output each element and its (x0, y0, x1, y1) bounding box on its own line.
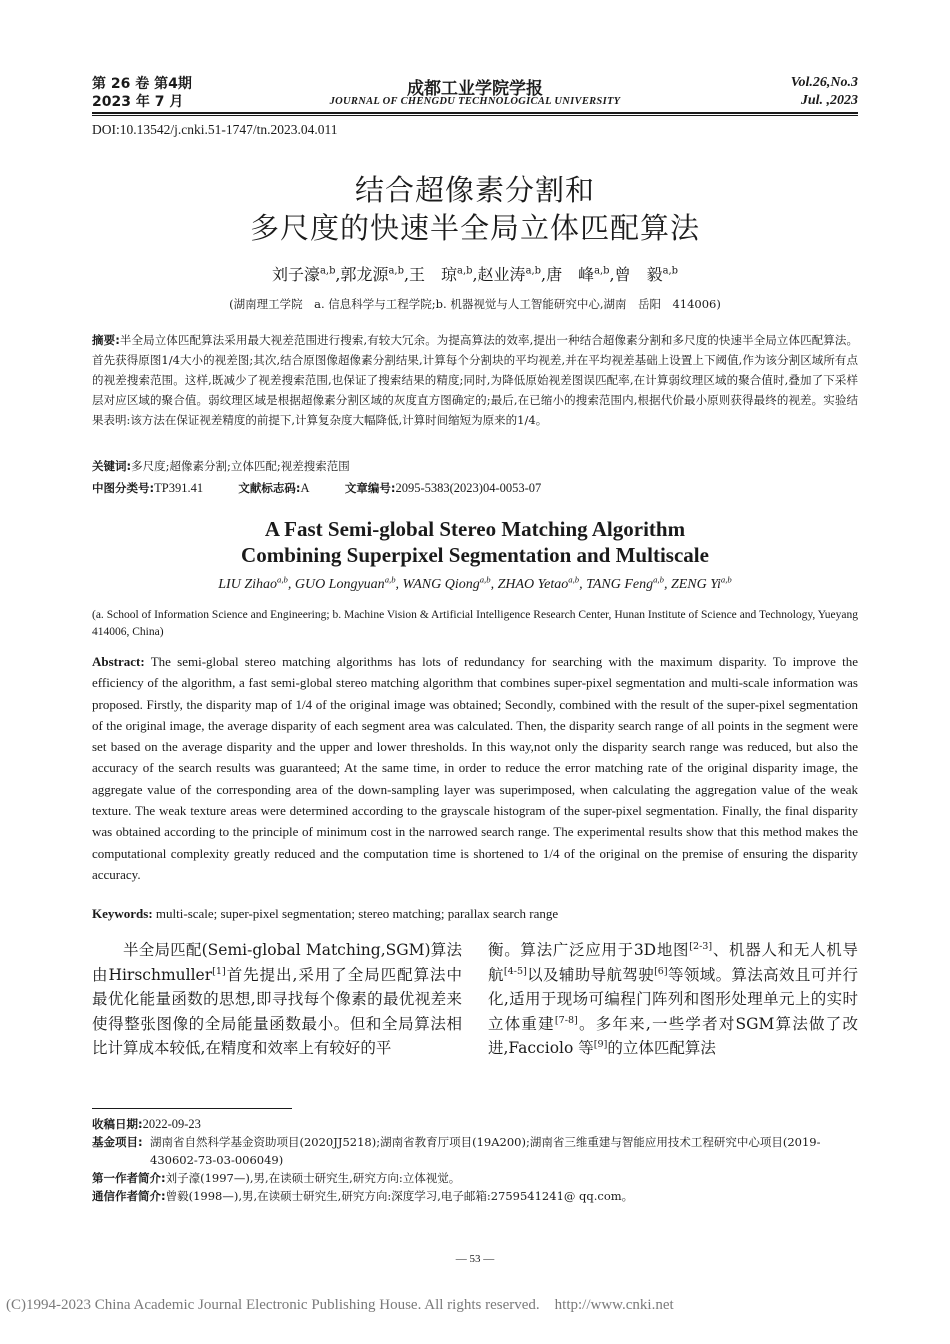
citation[interactable]: [1] (212, 965, 226, 977)
copyright-footer: (C)1994-2023 China Academic Journal Electronic Publishing House. All rights reserved. http://www.cnki.net (6, 1297, 674, 1313)
keywords-cn-label: 关键词: (92, 459, 132, 473)
author-cn: 曾 毅$^{a,b}$ (614, 265, 678, 284)
author-en: ZHAO Yetao$^{a,b}$, (497, 574, 587, 592)
article-no-value: 2095-5383(2023)04-0053-07 (395, 481, 542, 495)
authors-cn (0, 262, 950, 285)
author-cn: 赵业涛$^{a,b}$, (477, 265, 547, 284)
author-en: LIU Zihao$^{a,b}$, (218, 574, 295, 592)
keywords-cn (92, 456, 858, 476)
author-en: TANG Feng$^{a,b}$, (586, 574, 671, 592)
body-left-column: 半全局匹配(Semi-global Matching,SGM)算法由Hirschmuller[1]首先提出,采用了全局匹配算法中最优化能量函数的思想,即寻找每个像素的最优视差来使得整张图像的全局能量函数最小。但和全局算法相比计算成本较低,在精度和效率上有较好的平 (92, 941, 462, 1057)
affiliation-cn: (湖南理工学院 a. 信息科学与工程学院;b. 机器视觉与人工智能研究中心,湖南 岳阳 414006) (229, 297, 721, 311)
header-volume-cn: 第 26 卷 第4期 (92, 76, 192, 92)
classification-line (92, 478, 858, 498)
page-number: — 53 — (455, 1253, 495, 1265)
doc-code-label: 文献标志码: (238, 481, 301, 495)
header-rule-thin (92, 115, 858, 116)
header-rule (92, 112, 858, 114)
citation[interactable]: [9] (593, 1038, 608, 1050)
footnote-fund: 基金项目: 湖南省自然科学基金资助项目(2020JJ5218);湖南省教育厅项目(19A200);湖南省三维重建与智能应用技术工程研究中心项目(2019-430602-73-03-006049) (92, 1135, 821, 1167)
keywords-en-text: multi-scale; super-pixel segmentation; stereo matching; parallax search range (155, 906, 559, 921)
keywords-cn-text: 多尺度;超像素分割;立体匹配;视差搜索范围 (131, 459, 350, 473)
affiliation-en: (a. School of Information Science and Engineering; b. Machine Vision & Artificial Intelligence Research Center, Hunan Institute of Science and Technology, Yueyang 414006, China) (92, 609, 858, 638)
journal-title-cn: 成都工业学院学报 (407, 79, 543, 99)
article-no-label: 文章编号: (344, 481, 396, 495)
abstract-en-label: Abstract: (92, 654, 145, 669)
author-en: WANG Qiong$^{a,b}$, (402, 574, 498, 592)
keywords-en (92, 903, 858, 924)
author-cn: 王 琼$^{a,b}$, (409, 265, 478, 284)
clc-label: 中图分类号: (92, 481, 155, 495)
title-cn-line2: 多尺度的快速半全局立体匹配算法 (249, 211, 700, 245)
body-right-column: 衡。算法广泛应用于3D地图[2-3]、机器人和无人机导航[4-5]以及辅助导航驾驶[6]等领域。算法高效且可并行化,适用于现场可编程门阵列和图形处理单元上的实时立体重建[7-8]。多年来,一些学者对SGM算法做了改进,Facciolo 等[9]的立体匹配算法 (488, 940, 858, 1057)
footnote-rule (92, 1108, 292, 1109)
author-en: ZENG Yi$^{a,b}$ (670, 574, 732, 592)
keywords-en-label: Keywords: (92, 906, 153, 921)
authors-en (0, 574, 950, 593)
abstract-cn-text: 半全局立体匹配算法采用最大视差范围进行搜索,有较大冗余。为提高算法的效率,提出一种结合超像素分割和多尺度的快速半全局立体匹配算法。首先获得原图1/4大小的视差图;其次,结合原图像超像素分割结果,计算每个分割块的平均视差,并在平均视差基础上设置上下阈值,作为该分割区域所有点的视差搜索范围。这样,既减少了视差搜索范围,也保证了搜索结果的精度;同时,为降低原始视差图误匹配率,在计算弱纹理区域的聚合值时,叠加了下采样层对应区域的聚合值。弱纹理区域是根据超像素分割区域的灰度直方图确定的;最后,在已缩小的搜索范围内,根据代价最小原则获得最终的视差。实验结果表明:该方法在保证视差精度的前提下,计算复杂度大幅降低,计算时间缩短为原来的1/4。 (92, 333, 858, 427)
citation[interactable]: [7-8] (554, 1014, 578, 1026)
citation[interactable]: [4-5] (503, 965, 527, 977)
journal-title-en: JOURNAL OF CHENGDU TECHNOLOGICAL UNIVERSITY (329, 96, 621, 107)
title-en-line2: Combining Superpixel Segmentation and Multiscale (241, 543, 709, 567)
footnote-first-author: 第一作者简介:刘子濠(1997—),男,在读硕士研究生,研究方向:立体视觉。 (92, 1171, 461, 1185)
abstract-cn-label: 摘要: (92, 333, 120, 347)
doi: DOI:10.13542/j.cnki.51-1747/tn.2023.04.011 (92, 122, 338, 137)
citation[interactable]: [2-3] (689, 940, 713, 952)
abstract-en-text: The semi-global stereo matching algorithms has lots of redundancy for searching with the maximum disparity. To improve the efficiency of the algorithm, a fast semi-global stereo matching algorithm that combines super-pixel segmentation and multi-scale information was proposed. Firstly, the disparity map of 1/4 of the original image was obtained; Secondly, combined with the result of the super-pixel segmentation of the original image, the average disparity of each segment area was calculated. Then, the disparity search range of all points in the segment were set based on the average disparity and the upper and lower thresholds. In this way,not only the disparity search range was reduced, but also the accuracy of the search results was guaranteed; At the same time, in order to reduce the error matching rate of the original disparity image, the aggregate value of the corresponding area of the down-sampling layer was superimposed, when calculating the aggregation value of the weak texture. The weak texture areas were determined according to the grayscale histogram of the super-pixel segmentation. Finally, the final disparity was obtained according to the principle of minimum cost in the narrowed search range. The experimental results show that this method makes the computational complexity greatly reduced and the computation time is shortened to 1/4 of the original on the premise of ensuring the disparity accuracy. (92, 654, 859, 882)
abstract-cn (92, 330, 858, 430)
title-cn-line1: 结合超像素分割和 (354, 173, 595, 207)
doc-code-value: A (300, 481, 310, 495)
abstract-en (92, 651, 858, 885)
author-cn: 郭龙源$^{a,b}$, (340, 265, 410, 284)
footnote-received: 收稿日期:2022-09-23 (92, 1117, 201, 1131)
author-cn: 唐 峰$^{a,b}$, (546, 265, 615, 284)
header-date-en: Jul. ,2023 (800, 93, 858, 108)
clc-value: TP391.41 (154, 481, 204, 495)
author-cn: 刘子濠$^{a,b}$, (272, 265, 341, 284)
author-en: GUO Longyuan$^{a,b}$, (294, 574, 403, 592)
footnote-corresponding-author: 通信作者简介:曾毅(1998—),男,在读硕士研究生,研究方向:深度学习,电子邮箱:2759541241@ qq.com。 (92, 1189, 634, 1203)
header-volume-en: Vol.26,No.3 (790, 75, 858, 90)
citation[interactable]: [6] (654, 965, 668, 977)
header-date-cn: 2023 年 7 月 (92, 94, 184, 110)
title-en-line1: A Fast Semi-global Stereo Matching Algorithm (264, 517, 686, 541)
